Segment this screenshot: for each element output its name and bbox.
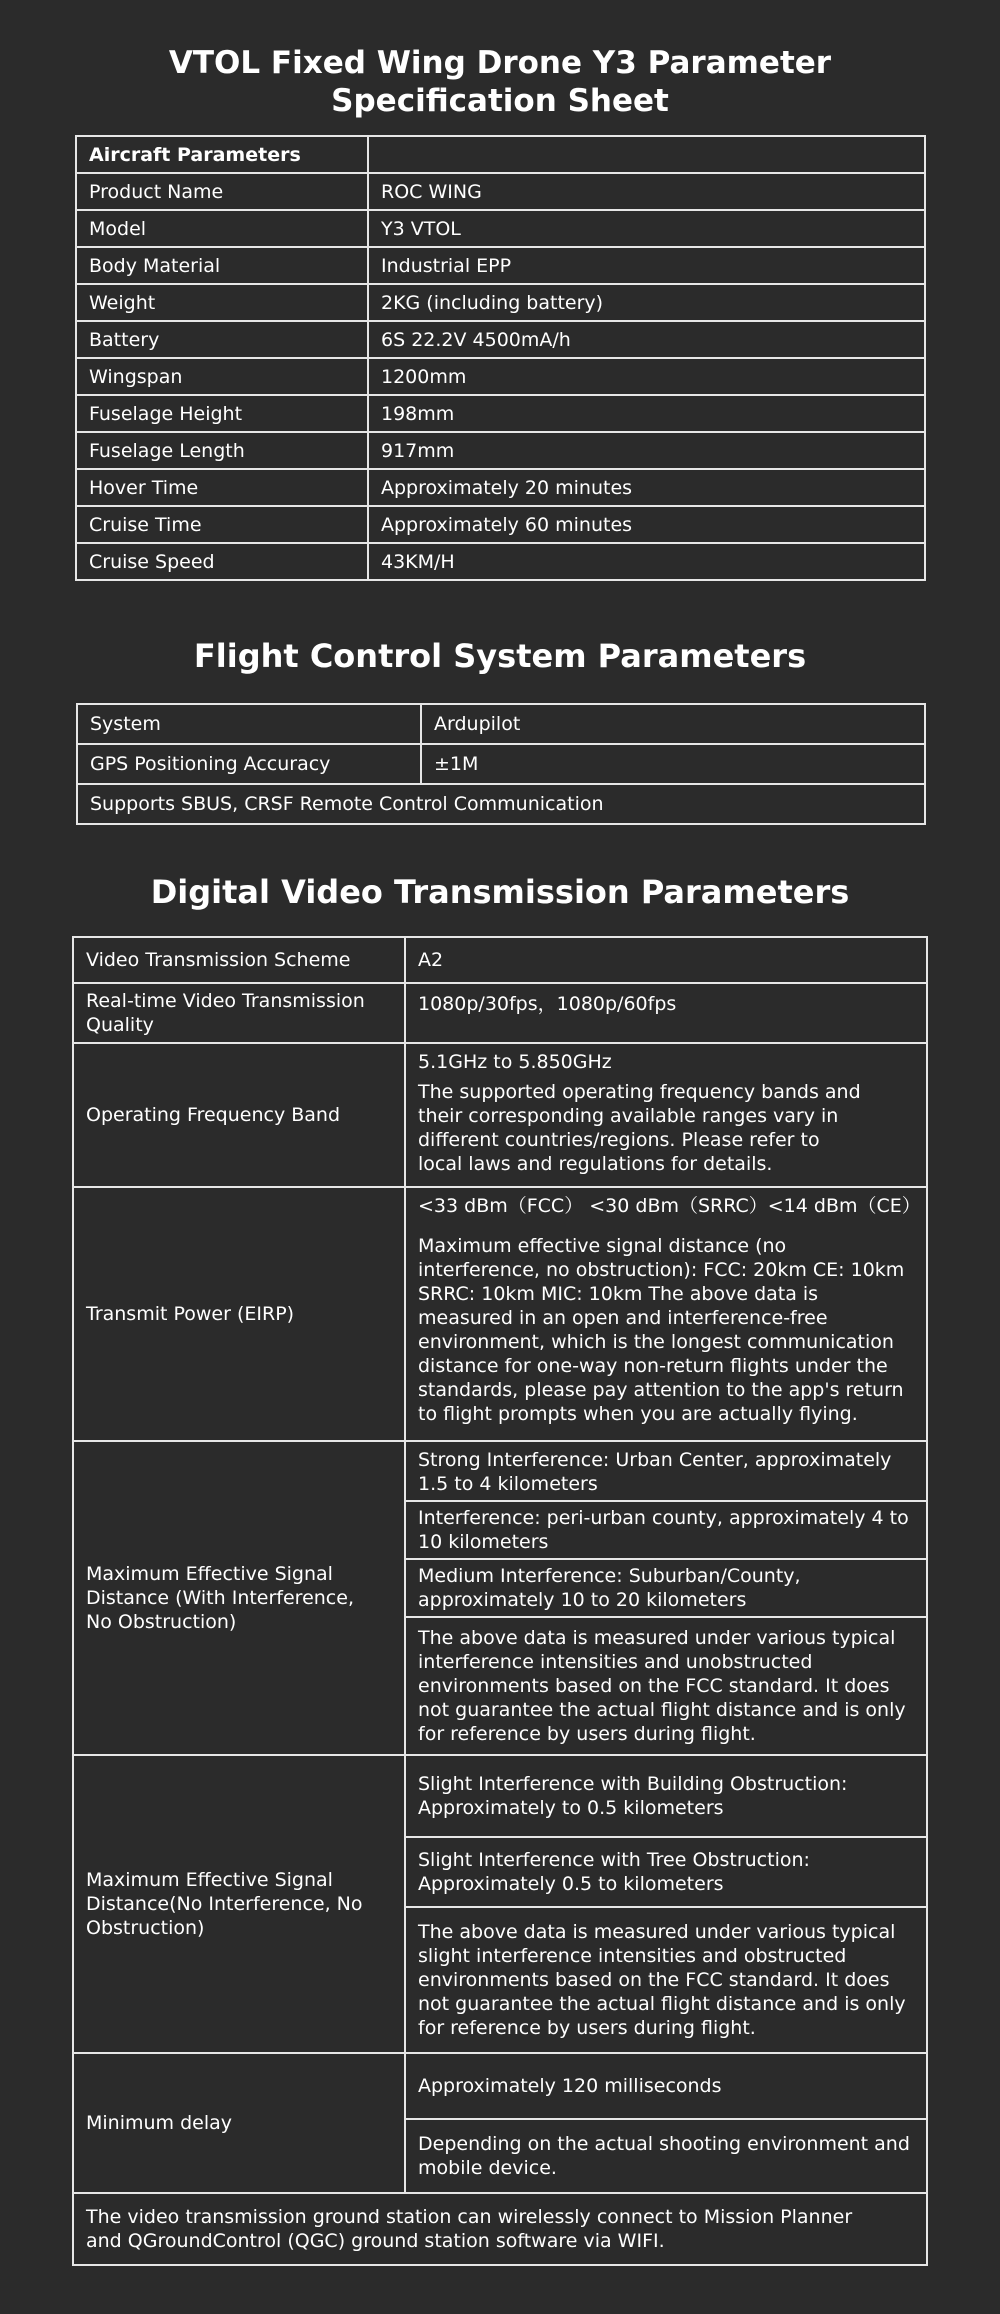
table-row — [76, 173, 925, 210]
table-row — [76, 395, 925, 432]
row-label: Video Transmission Scheme — [73, 937, 405, 983]
row-value: Strong Interference: Urban Center, approximately 1.5 to 4 kilometers — [405, 1441, 927, 1501]
row-value: Medium Interference: Suburban/County, approximately 10 to 20 kilometers — [405, 1559, 927, 1617]
row-label: Wingspan — [76, 358, 368, 395]
aircraft-parameters-header: Aircraft Parameters — [76, 136, 368, 173]
row-value: Depending on the actual shooting environment and mobile device. — [405, 2119, 927, 2193]
video-footer: The video transmission ground station can wirelessly connect to Mission Planner and QGroundControl (QGC) ground station software via WIFI. — [73, 2193, 927, 2265]
aircraft-parameters-header-empty — [368, 136, 925, 173]
table-row — [76, 247, 925, 284]
flight-control-footer: Supports SBUS, CRSF Remote Control Communication — [77, 784, 925, 824]
row-label: Operating Frequency Band — [73, 1043, 405, 1187]
row-value: The above data is measured under various typical slight interference intensities and obstructed environments based on the FCC standard. It does not guarantee the actual flight distance and is only for reference by users during flight. — [405, 1907, 927, 2053]
row-label: Fuselage Height — [76, 395, 368, 432]
row-value: ±1M — [421, 744, 925, 784]
table-row — [73, 2053, 927, 2119]
power-value: <33 dBm（FCC） <30 dBm（SRRC）<14 dBm（CE） — [418, 1195, 921, 1217]
table-row — [77, 744, 925, 784]
row-value: Approximately 20 minutes — [368, 469, 925, 506]
row-label: Minimum delay — [73, 2053, 405, 2193]
page-title-line2: Specification Sheet — [331, 83, 669, 119]
table-row — [73, 2193, 927, 2265]
table-row — [73, 1187, 927, 1441]
row-label: Maximum Effective Signal Distance (With Interference, No Obstruction) — [73, 1441, 405, 1755]
table-row — [77, 784, 925, 824]
row-value: Interference: peri-urban county, approximately 4 to 10 kilometers — [405, 1501, 927, 1559]
table-row — [76, 136, 925, 173]
band-value: 5.1GHz to 5.850GHz — [418, 1051, 612, 1073]
band-note: The supported operating frequency bands and their corresponding available ranges vary in different countries/regions. Please refer to local laws and regulations for details. — [418, 1081, 861, 1175]
row-label: Hover Time — [76, 469, 368, 506]
video-title: Digital Video Transmission Parameters — [150, 873, 850, 911]
row-label: Real-time Video Transmission Quality — [73, 983, 405, 1043]
table-row — [73, 1441, 927, 1501]
row-label: Product Name — [76, 173, 368, 210]
row-value — [405, 1043, 927, 1187]
row-label: Weight — [76, 284, 368, 321]
table-row — [76, 321, 925, 358]
row-label: Transmit Power (EIRP) — [73, 1187, 405, 1441]
row-label: Cruise Time — [76, 506, 368, 543]
table-row — [76, 432, 925, 469]
row-value: 198mm — [368, 395, 925, 432]
row-label: Battery — [76, 321, 368, 358]
row-label: GPS Positioning Accuracy — [77, 744, 421, 784]
row-value: Approximately 60 minutes — [368, 506, 925, 543]
row-value: Ardupilot — [421, 704, 925, 744]
row-value: 2KG (including battery) — [368, 284, 925, 321]
table-row — [73, 983, 927, 1043]
row-value: 6S 22.2V 4500mA/h — [368, 321, 925, 358]
row-value: The above data is measured under various typical interference intensities and unobstructed environments based on the FCC standard. It does not guarantee the actual flight distance and is only for reference by users during flight. — [405, 1617, 927, 1755]
table-row — [76, 506, 925, 543]
flight-control-title: Flight Control System Parameters — [193, 637, 807, 675]
flight-control-table — [76, 703, 926, 825]
video-transmission-table — [72, 936, 928, 2266]
row-value: Approximately 120 milliseconds — [405, 2053, 927, 2119]
table-row — [73, 1755, 927, 1837]
row-value: 917mm — [368, 432, 925, 469]
table-row — [77, 704, 925, 744]
table-row — [73, 937, 927, 983]
row-label: Body Material — [76, 247, 368, 284]
row-label: Fuselage Length — [76, 432, 368, 469]
row-value: 43KM/H — [368, 543, 925, 580]
row-label: System — [77, 704, 421, 744]
power-note: Maximum effective signal distance (no interference, no obstruction): FCC: 20km CE: 10km SRRC: 10km MIC: 10km The above data is measured in an open and interference-free environment, which is the longest communication distance for one-way non-return flights under the standards, please pay attention to the app's return to flight prompts when you are actually flying. — [418, 1235, 905, 1425]
page-title-line1: VTOL Fixed Wing Drone Y3 Parameter — [168, 45, 832, 81]
row-value: 1080p/30fps，1080p/60fps — [405, 983, 927, 1043]
table-row — [73, 1043, 927, 1187]
row-value: Slight Interference with Building Obstruction: Approximately to 0.5 kilometers — [405, 1755, 927, 1837]
page-title — [0, 44, 1000, 120]
row-value — [405, 1187, 927, 1441]
row-value: 1200mm — [368, 358, 925, 395]
table-row — [76, 358, 925, 395]
table-row — [76, 543, 925, 580]
row-value: A2 — [405, 937, 927, 983]
row-value: ROC WING — [368, 173, 925, 210]
table-row — [76, 210, 925, 247]
table-row — [76, 284, 925, 321]
row-label: Cruise Speed — [76, 543, 368, 580]
row-value: Industrial EPP — [368, 247, 925, 284]
aircraft-parameters-table — [75, 135, 926, 581]
row-label: Maximum Effective Signal Distance(No Interference, No Obstruction) — [73, 1755, 405, 2053]
row-value: Y3 VTOL — [368, 210, 925, 247]
table-row — [76, 469, 925, 506]
row-value: Slight Interference with Tree Obstruction: Approximately 0.5 to kilometers — [405, 1837, 927, 1907]
row-label: Model — [76, 210, 368, 247]
